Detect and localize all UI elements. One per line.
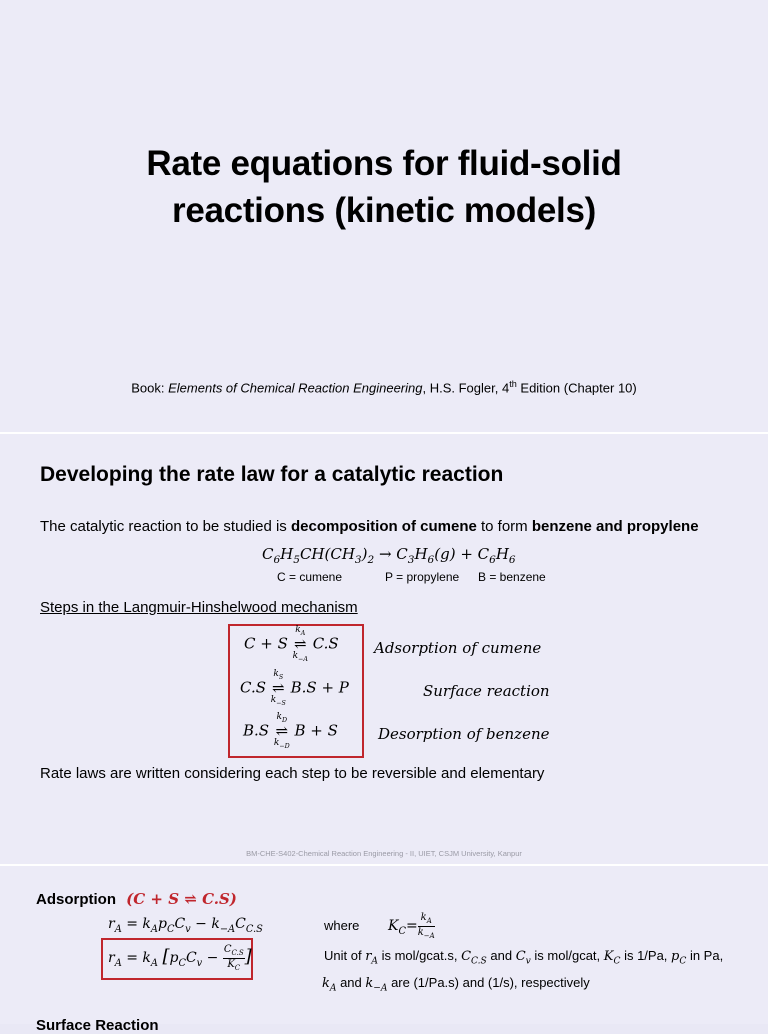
book-author: , H.S. Fogler, 4 xyxy=(422,380,510,396)
step2-label: Surface reaction xyxy=(423,682,550,700)
step2-arrow: $k_S$ ⇌ $k_{-S}$ xyxy=(270,669,286,707)
step1-arrow: $k_A$ ⇌ $k_{-A}$ xyxy=(292,625,308,663)
step3-arrow: $k_D$ ⇌ $k_{-D}$ xyxy=(273,712,290,750)
legend-cumene: C = cumene xyxy=(277,570,343,584)
intro-bold2: benzene and propylene xyxy=(531,518,699,535)
rate-note: Rate laws are written considering each step to be reversible and elementary xyxy=(40,765,545,782)
step3-lhs: B.S xyxy=(243,721,270,740)
slide-title-line2: reactions (kinetic models) xyxy=(172,191,596,230)
step1-rhs: C.S xyxy=(312,634,339,653)
step1-label: Adsorption of cumene xyxy=(374,639,542,657)
unit-text-a: Unit of xyxy=(324,948,366,963)
step3-rhs: B + S xyxy=(294,721,338,740)
unit-text-g: and xyxy=(336,975,366,990)
slide-footer: BM-CHE-S402-Chemical Reaction Engineering - II, UIET, CSJM University, Kanpur xyxy=(246,849,522,858)
book-prefix: Book: xyxy=(131,380,169,396)
step2-lhs: C.S xyxy=(240,678,266,697)
where-label: where xyxy=(324,918,360,933)
kc-definition: $K_C=$ $\frac{k_A}{k_{-A}}$ xyxy=(388,912,435,940)
unit-text-d: is mol/gcat, xyxy=(530,948,604,963)
steps-heading: Steps in the Langmuir-Hinshelwood mechanism xyxy=(40,599,358,616)
slide-adsorption xyxy=(0,866,768,1034)
step3-label: Desorption of benzene xyxy=(378,725,550,743)
legend-benzene: B = benzene xyxy=(478,570,546,584)
book-sup: th xyxy=(509,379,517,389)
book-title: Elements of Chemical Reaction Engineering xyxy=(168,380,423,396)
step2-rhs: B.S + P xyxy=(290,678,349,697)
adsorption-heading xyxy=(36,890,237,908)
unit-line-2: $k_A$ and $k_{-A}$ are (1/Pa.s) and (1/s), respectively xyxy=(322,975,590,994)
step1-lhs: C + S xyxy=(244,634,288,653)
intro-prefix: The catalytic reaction to be studied is xyxy=(40,518,291,535)
unit-text-f: in Pa, xyxy=(686,948,724,963)
book-reference xyxy=(0,379,768,395)
slide-title-line1: Rate equations for fluid-solid xyxy=(146,144,622,183)
unit-line-1: Unit of $r_A$ is mol/gcat.s, $C_{C.S}$ and $C_v$ is mol/gcat, $K_C$ is 1/Pa, $p_C$ in Pa, xyxy=(324,948,724,967)
step3-equation xyxy=(243,713,338,750)
unit-text-h: are (1/Pa.s) and (1/s), respectively xyxy=(387,975,590,990)
rate-eq-1: $r_A = k_Ap_CC_v - k_{-A}C_{C.S}$ xyxy=(108,916,263,935)
overall-reaction: $C_6H_5CH(CH_3)_2 \to C_3H_6(g) + C_6H_6$ xyxy=(262,545,516,566)
book-suffix: Edition (Chapter 10) xyxy=(516,380,637,396)
adsorption-heading-eq: (C + S ⇌ C.S) xyxy=(126,890,237,908)
adsorption-title: Adsorption xyxy=(36,891,116,908)
next-heading: Surface Reaction xyxy=(36,1017,159,1034)
rate-eq-2: $r_A = k_A$ [$p_CC_v$ − $\frac{C_{C.S}}{K_C}$ ] xyxy=(108,944,252,972)
step2-equation xyxy=(240,670,349,707)
slide2-heading: Developing the rate law for a catalytic reaction xyxy=(40,463,504,486)
unit-text-b: is mol/gcat.s, xyxy=(377,948,462,963)
unit-text-c: and xyxy=(486,948,516,963)
legend-propylene: P = propylene xyxy=(385,570,460,584)
step1-equation xyxy=(244,626,339,663)
intro-mid: to form xyxy=(476,518,532,535)
intro-bold1: decomposition of cumene xyxy=(290,518,477,535)
slide-rate-law xyxy=(0,434,768,864)
unit-text-e: is 1/Pa, xyxy=(620,948,672,963)
slide-title xyxy=(0,0,768,432)
intro-text xyxy=(40,518,699,535)
